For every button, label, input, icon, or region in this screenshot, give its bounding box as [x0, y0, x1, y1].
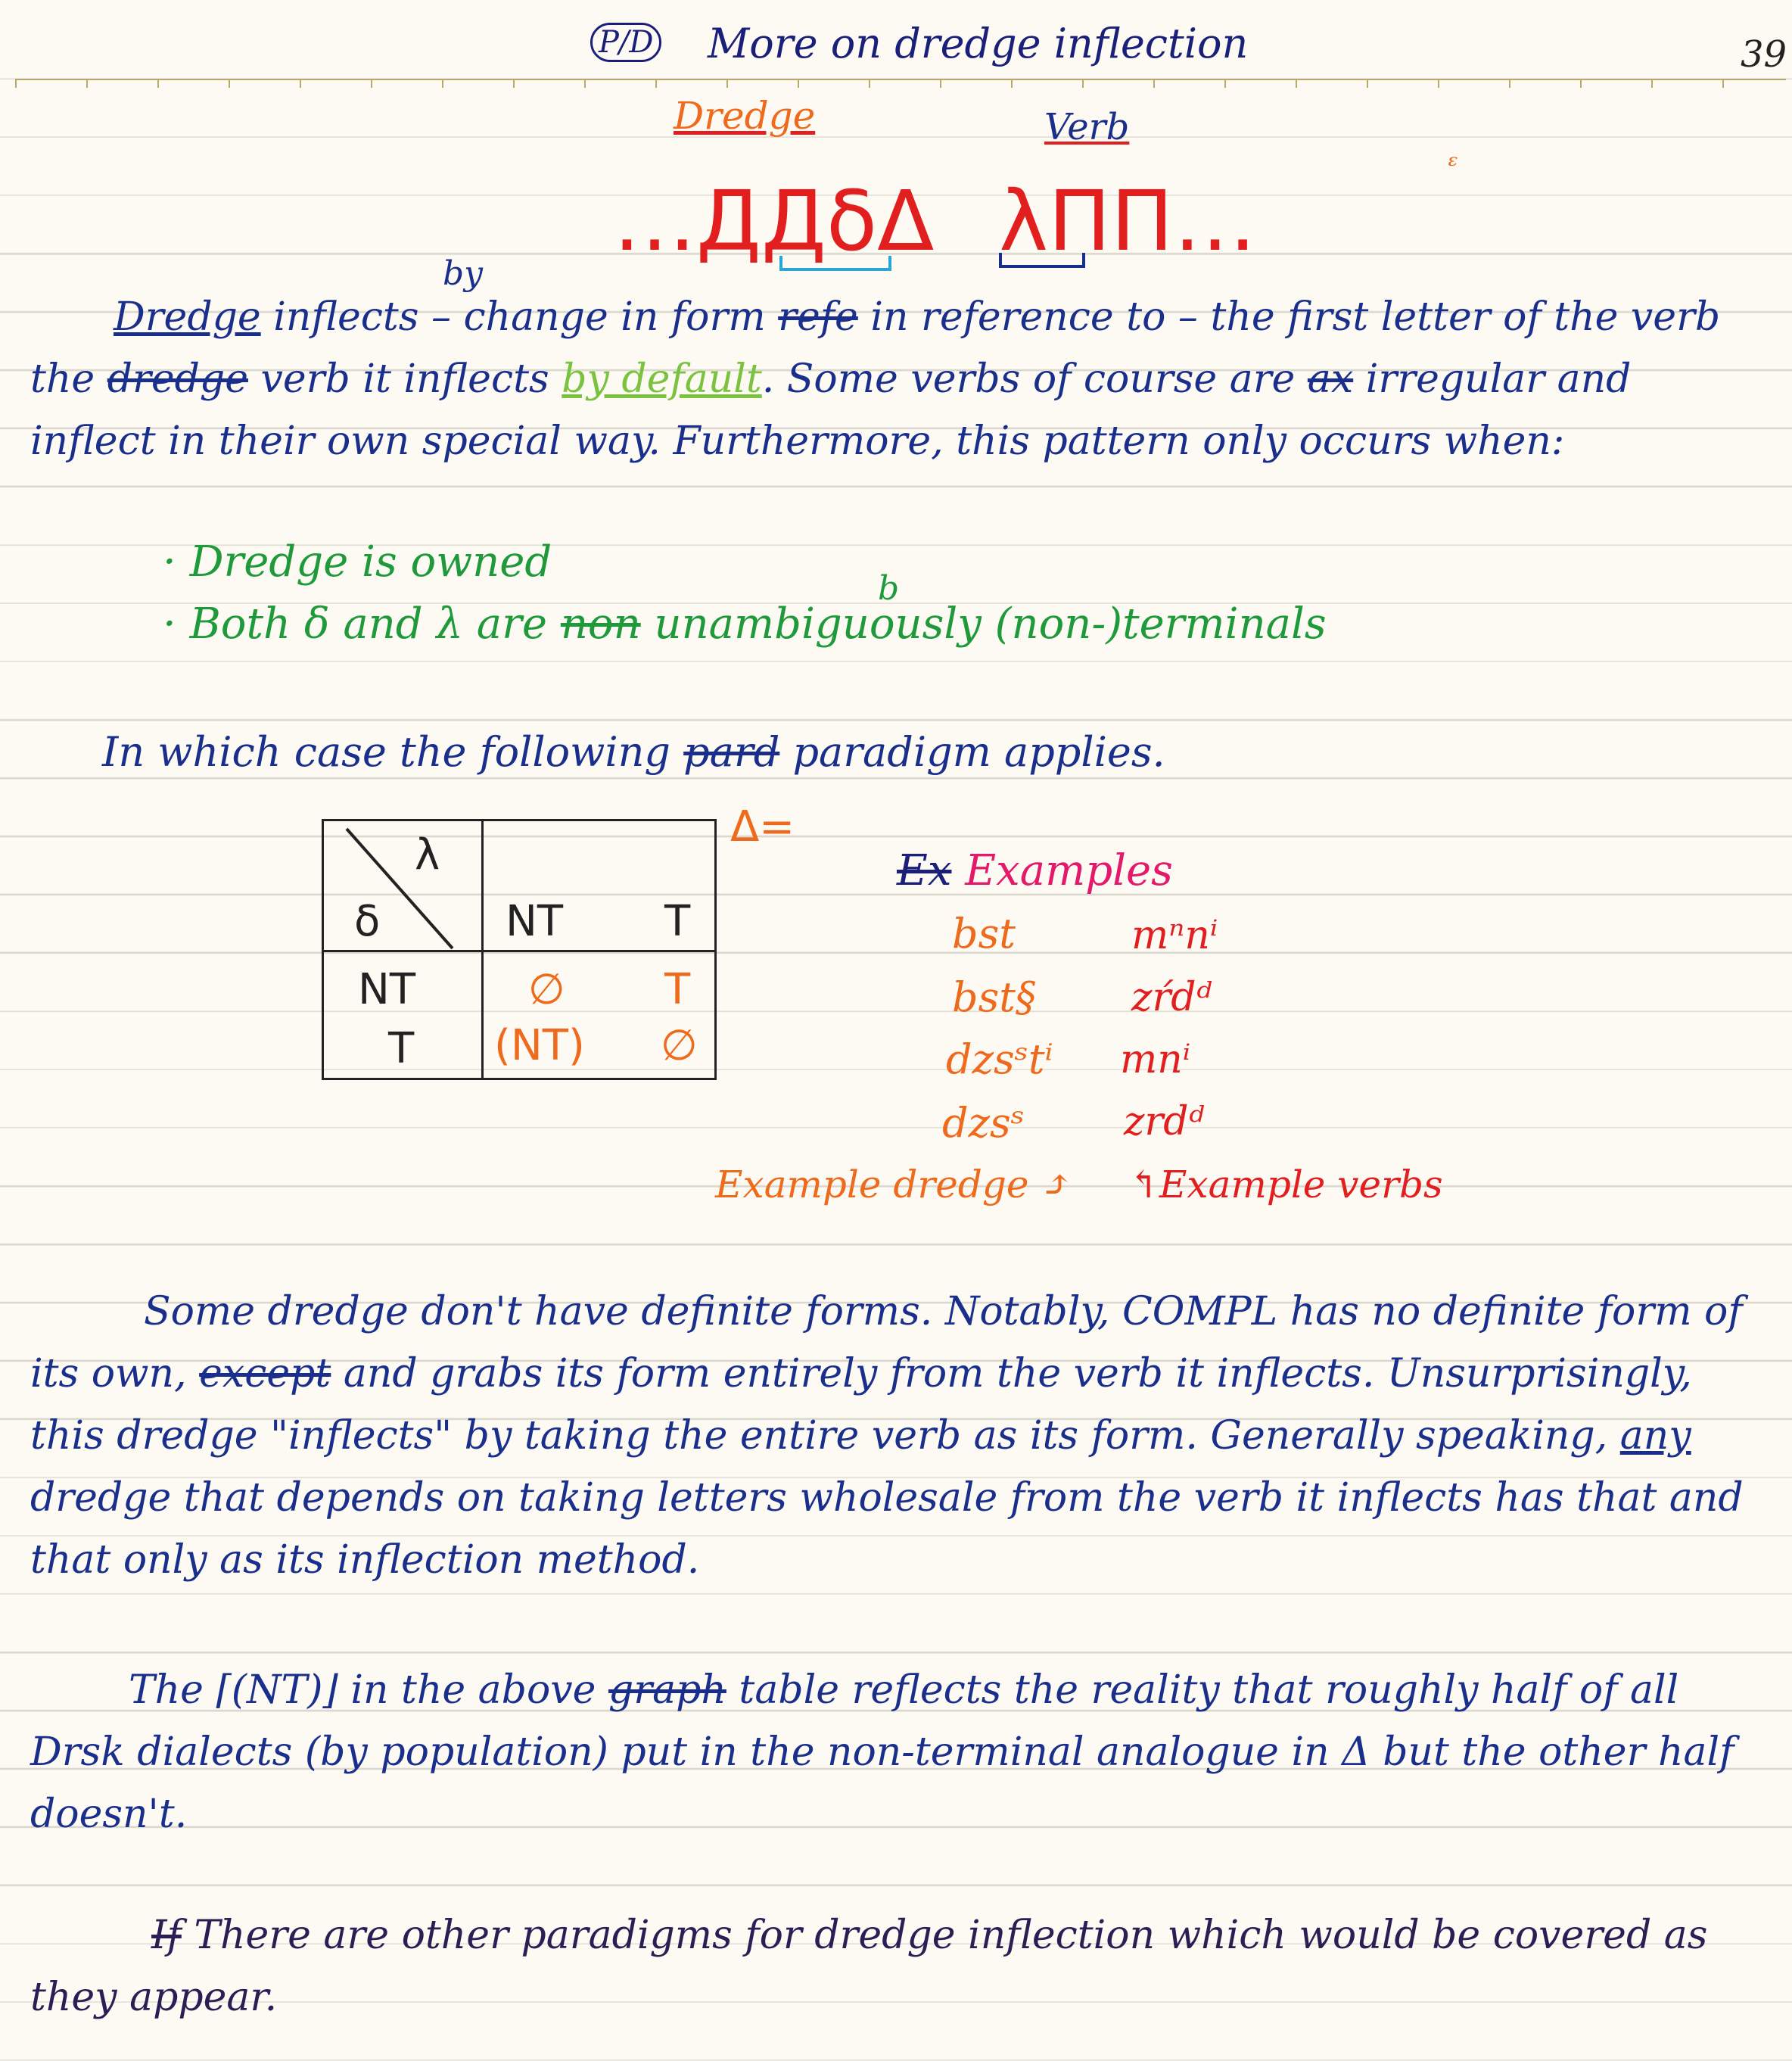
- example-verb-3: mnⁱ: [1120, 1037, 1191, 1082]
- header-rule: [15, 79, 1786, 80]
- example-dredge-4: dzsˢ: [942, 1099, 1025, 1147]
- paragraph-4: If There are other paradigms for dredge inflection which would be covered as they appear.: [30, 1913, 1708, 2020]
- condition-terminals: · Both δ and λ are non unambiguously (non-)terminals: [163, 599, 1327, 649]
- page-number: 39: [1741, 33, 1787, 76]
- by-default-phrase: by default: [562, 356, 762, 402]
- ruler-tick: [1296, 79, 1297, 88]
- cell-nt-t: T: [664, 965, 691, 1014]
- ruler-tick: [157, 79, 159, 88]
- ruler-tick: [1722, 79, 1724, 88]
- paradigm-intro: In which case the following pard paradigm applies.: [102, 728, 1165, 776]
- ruler-tick: [229, 79, 230, 88]
- example-verb-caption: ↰Example verbs: [1128, 1163, 1443, 1206]
- ruler-tick: [584, 79, 586, 88]
- ruler-tick: [513, 79, 515, 88]
- delta-equals: Δ=: [730, 802, 795, 851]
- col-header-nt: NT: [506, 897, 564, 946]
- ruler-tick: [1153, 79, 1155, 88]
- col-header-t: T: [664, 897, 691, 946]
- corner-lambda: λ: [415, 830, 440, 880]
- ruler-tick: [1011, 79, 1013, 88]
- verb-label: Verb: [1044, 106, 1130, 148]
- paragraph-3: The ⌈(NT)⌋ in the above graph table reflects the reality that roughly half of all Drsk dialects (by population) put in the non-terminal analogue in Δ but the other half doesn't.: [30, 1667, 1734, 1837]
- ruler-tick: [86, 79, 88, 88]
- paragraph-2: Some dredge don't have definite forms. Notably, COMPL has no definite form of its own, except and grabs its form entirely from the verb it inflects. Unsurprisingly, this dredge "inflects" by taking the entire verb as its form. Generally speaking, any dredge that depends on taking letters wholesale from the verb it inflects has that and that only as its inflection method.: [30, 1289, 1744, 1583]
- header-mark: P/D: [590, 23, 661, 62]
- ruler-tick: [798, 79, 799, 88]
- ruler-tick: [1224, 79, 1226, 88]
- row-header-t: T: [388, 1024, 415, 1073]
- ruler-tick: [1082, 79, 1084, 88]
- example-dredge-3: dzsˢtⁱ: [946, 1035, 1053, 1083]
- ruler-tick: [1580, 79, 1582, 88]
- stray-mark: ᵋ: [1445, 148, 1459, 183]
- cell-nt-nt: ∅: [528, 965, 565, 1014]
- by-insert: by: [443, 254, 484, 293]
- ruler-tick: [300, 79, 301, 88]
- cell-t-nt: (NT): [494, 1021, 585, 1070]
- ruler-tick: [1651, 79, 1653, 88]
- dredge-bracket: [779, 256, 891, 271]
- page-title: More on dredge inflection: [708, 20, 1249, 67]
- ruler-tick: [1509, 79, 1510, 88]
- condition-owned: · Dredge is owned: [163, 537, 552, 587]
- ruler-tick: [869, 79, 870, 88]
- example-verb-2: zŕdᵈ: [1131, 975, 1212, 1020]
- ruler-tick: [1438, 79, 1439, 88]
- example-verb-4: zrdᵈ: [1124, 1099, 1205, 1144]
- dredge-symbols: …ДДδΔ: [613, 173, 935, 269]
- dredge-label: Dredge: [674, 94, 816, 138]
- example-verb-1: mⁿnⁱ: [1131, 913, 1218, 958]
- corner-diagonal: [324, 821, 481, 950]
- verb-bracket: [999, 253, 1085, 268]
- example-dredge-caption: Example dredge ⤴: [715, 1163, 1073, 1206]
- ruler-tick: [1367, 79, 1368, 88]
- example-dredge-2: bst§: [952, 973, 1036, 1021]
- ruler-tick: [655, 79, 657, 88]
- ruler-tick: [371, 79, 372, 88]
- ruler-tick: [940, 79, 941, 88]
- example-dredge-1: bst: [952, 910, 1016, 957]
- corner-delta: δ: [354, 897, 381, 946]
- dredge-term: Dredge: [114, 294, 261, 340]
- paragraph-1: Dredge inflects – change in form refe in reference to – the first letter of the verb the dredge verb it inflects by default. Some verbs of course are ax irregular and inflect in their own special way. Furthermore, this pattern only occurs when:: [30, 294, 1721, 464]
- ruler-tick: [442, 79, 443, 88]
- ruler-tick: [15, 79, 17, 88]
- examples-heading: Ex Examples: [897, 846, 1173, 895]
- cell-t-t: ∅: [661, 1021, 698, 1070]
- ruler-tick: [726, 79, 728, 88]
- paradigm-table: [322, 819, 717, 1080]
- caret-b: b: [878, 569, 900, 608]
- row-header-nt: NT: [358, 965, 416, 1014]
- verb-symbols: λΠΠ…: [999, 173, 1257, 269]
